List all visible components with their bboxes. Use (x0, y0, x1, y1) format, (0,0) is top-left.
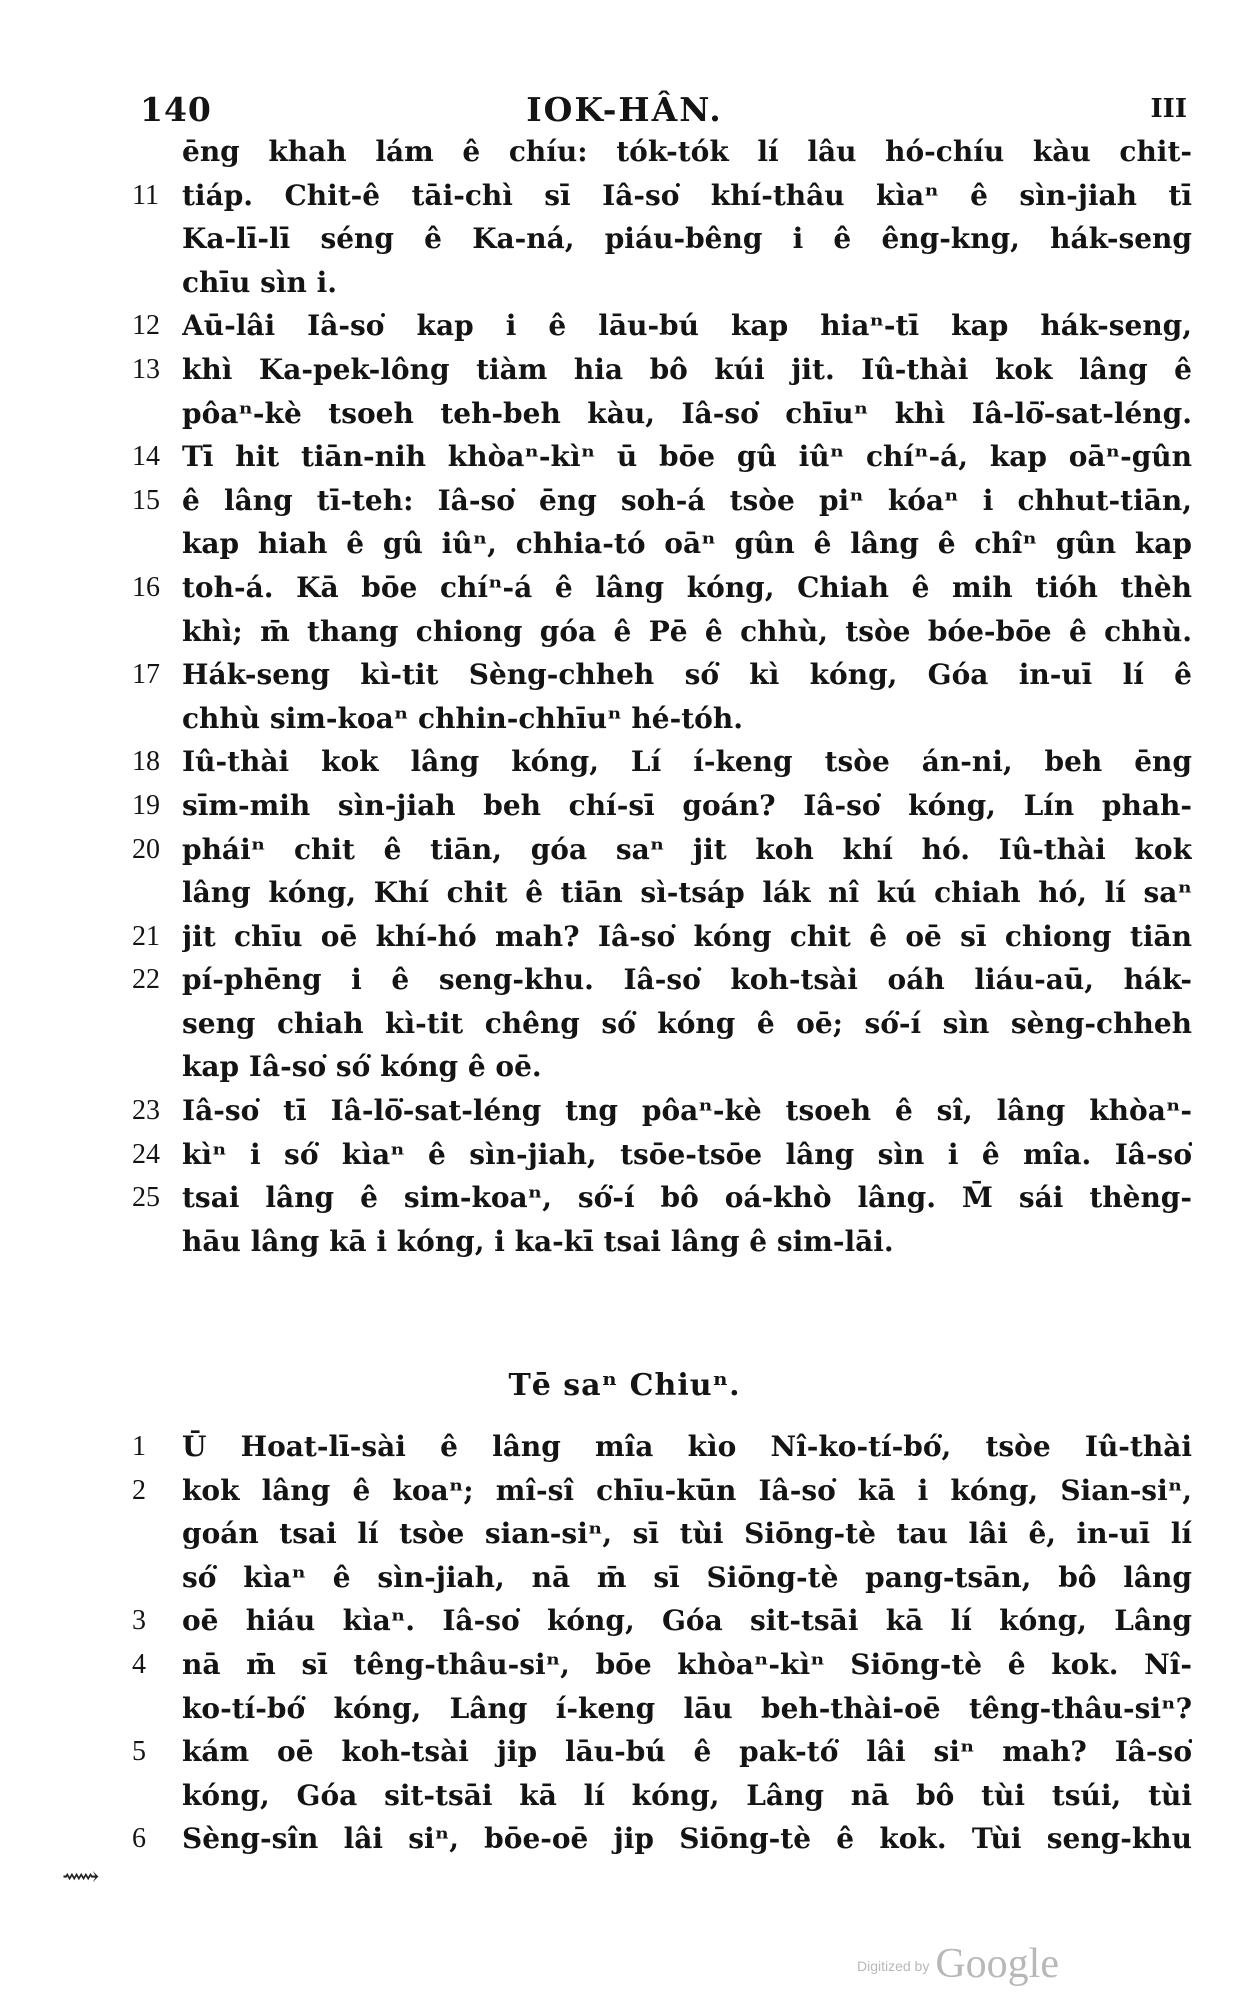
verse-text: pí-phēng i ê seng-khu. Iâ-so͘ koh-tsài oáh liáu-aū, hák- (182, 963, 1192, 997)
chapter-number: III (1150, 94, 1187, 124)
verse-text: kám oē koh-tsài jip lāu-bú ê pak-tó͘ lâi siⁿ mah? Iâ-so͘ (182, 1735, 1192, 1769)
verse-number: 14 (132, 441, 160, 473)
text-line (0, 1817, 1249, 1861)
verse-number: 23 (132, 1095, 160, 1127)
text-line (0, 1425, 1249, 1469)
text-line (0, 1220, 1249, 1264)
text-line (0, 740, 1249, 784)
verse-number: 12 (132, 310, 160, 342)
text-line (0, 697, 1249, 741)
digitized-watermark (857, 1940, 1059, 1988)
text-line (0, 958, 1249, 1002)
verse-number: 5 (132, 1736, 146, 1768)
verse-text: Iû-thài kok lâng kóng, Lí í-keng tsòe án-ni, beh ēng (182, 745, 1192, 779)
verse-text: pôaⁿ-kè tsoeh teh-beh kàu, Iâ-so͘ chīuⁿ khì Iâ-lō͘-sat-léng. (182, 396, 1192, 430)
verse-text: Sèng-sîn lâi siⁿ, bōe-oē jip Siōng-tè ê kok. Tùi seng-khu (182, 1822, 1192, 1856)
verse-text: Hák-seng kì-tit Sèng-chheh só͘ kì kóng, Góa in-uī lí ê (182, 658, 1192, 692)
verse-text: Iâ-so͘ tī Iâ-lō͘-sat-léng tng pôaⁿ-kè tsoeh ê sî, lâng khòaⁿ- (182, 1094, 1192, 1128)
verse-text: jit chīu oē khí-hó mah? Iâ-so͘ kóng chit ê oē sī chiong tiān (182, 919, 1192, 953)
verse-text: pháiⁿ chit ê tiān, góa saⁿ jit koh khí hó. Iû-thài kok (182, 832, 1192, 866)
verse-number: 11 (132, 179, 159, 211)
text-line (0, 915, 1249, 959)
verse-text: chhù sim-koaⁿ chhin-chhīuⁿ hé-tóh. (182, 701, 743, 735)
verse-text: Ka-lī-lī séng ê Ka-ná, piáu-bêng i ê êng-kng, hák-seng (182, 222, 1192, 256)
text-line (0, 1687, 1249, 1731)
text-line (0, 261, 1249, 305)
text-line (0, 1133, 1249, 1177)
verse-text: hāu lâng kā i kóng, i ka-kī tsai lâng ê sim-lāi. (182, 1224, 894, 1258)
text-line (0, 1599, 1249, 1643)
verse-text: kap Iâ-so͘ só͘ kóng ê oē. (182, 1050, 542, 1084)
margin-pointer-mark: ⟿ (62, 1862, 100, 1892)
verse-text: kìⁿ i só͘ kìaⁿ ê sìn-jiah, tsōe-tsōe lâng sìn i ê mîa. Iâ-so͘ (182, 1137, 1192, 1171)
running-title: IOK-HÂN. (526, 90, 723, 129)
text-line (0, 1512, 1249, 1556)
verse-text: seng chiah kì-tit chêng só͘ kóng ê oē; só͘-í sìn sèng-chheh (182, 1006, 1192, 1040)
text-line (0, 1643, 1249, 1687)
verse-number: 22 (132, 964, 160, 996)
verse-number: 25 (132, 1182, 160, 1214)
text-line (0, 1730, 1249, 1774)
text-line (0, 653, 1249, 697)
verse-text: ko-tí-bó͘ kóng, Lâng í-keng lāu beh-thài-oē têng-thâu-siⁿ? (182, 1691, 1192, 1725)
verse-number: 6 (132, 1823, 146, 1855)
text-line (0, 828, 1249, 872)
verse-number: 15 (132, 484, 160, 516)
text-line (0, 1774, 1249, 1818)
verse-text: sīm-mih sìn-jiah beh chí-sī goán? Iâ-so͘ kóng, Lín phah- (182, 788, 1192, 822)
verse-text: Aū-lâi Iâ-so͘ kap i ê lāu-bú kap hiaⁿ-tī kap hák-seng, (182, 309, 1192, 343)
text-line (0, 566, 1249, 610)
text-line (0, 217, 1249, 261)
text-line (0, 1176, 1249, 1220)
verse-number: 16 (132, 571, 160, 603)
verse-number: 17 (132, 659, 160, 691)
verse-block-chapter-3 (0, 1425, 1249, 1861)
verse-number: 21 (132, 920, 160, 952)
verse-number: 1 (132, 1431, 146, 1462)
text-line (0, 522, 1249, 566)
verse-text: kok lâng ê koaⁿ; mî-sî chīu-kūn Iâ-so͘ kā i kóng, Sian-siⁿ, (182, 1473, 1192, 1507)
text-line (0, 1556, 1249, 1600)
verse-text: khì Ka-pek-lông tiàm hia bô kúi jit. Iû-thài kok lâng ê (182, 352, 1192, 386)
verse-text: oē hiáu kìaⁿ. Iâ-so͘ kóng, Góa sit-tsāi kā lí kóng, Lâng (182, 1604, 1192, 1638)
verse-number: 3 (132, 1605, 146, 1637)
text-line (0, 871, 1249, 915)
verse-text: lâng kóng, Khí chit ê tiān sì-tsáp lák nî kú chiah hó, lí saⁿ (182, 876, 1192, 910)
verse-text: só͘ kìaⁿ ê sìn-jiah, nā m̄ sī Siōng-tè pang-tsān, bô lâng (182, 1560, 1192, 1594)
chapter-heading: Tē saⁿ Chiuⁿ. (508, 1368, 741, 1403)
verse-number: 13 (132, 353, 160, 385)
text-line (0, 130, 1249, 174)
verse-text: Ū Hoat-lī-sài ê lâng mîa kìo Nî-ko-tí-bó͘, tsòe Iû-thài (182, 1430, 1192, 1463)
text-line (0, 610, 1249, 654)
verse-text: kóng, Góa sit-tsāi kā lí kóng, Lâng nā bô tùi tsúi, tùi (182, 1778, 1192, 1812)
text-line (0, 1002, 1249, 1046)
verse-text: tiáp. Chit-ê tāi-chì sī Iâ-so͘ khí-thâu kìaⁿ ê sìn-jiah tī (182, 178, 1192, 212)
text-line (0, 1045, 1249, 1089)
verse-number: 2 (132, 1474, 146, 1506)
text-line (0, 479, 1249, 523)
verse-number: 4 (132, 1648, 146, 1680)
verse-text: kap hiah ê gû iûⁿ, chhia-tó oāⁿ gûn ê lâng ê chîⁿ gûn kap (182, 527, 1192, 561)
verse-text: toh-á. Kā bōe chíⁿ-á ê lâng kóng, Chiah ê mih tióh thèh (182, 570, 1192, 604)
verse-text: khì; m̄ thang chiong góa ê Pē ê chhù, tsòe bóe-bōe ê chhù. (182, 614, 1192, 648)
verse-number: 18 (132, 746, 160, 778)
text-line (0, 304, 1249, 348)
verse-text: ê lâng tī-teh: Iâ-so͘ ēng soh-á tsòe piⁿ kóaⁿ i chhut-tiān, (182, 483, 1192, 517)
verse-text: tsai lâng ê sim-koaⁿ, só͘-í bô oá-khò lâng. M̄ sái thèng- (182, 1181, 1192, 1215)
verse-number: 20 (132, 833, 160, 865)
text-line (0, 348, 1249, 392)
verse-text: ēng khah lám ê chíu: tók-tók lí lâu hó-chíu kàu chit- (182, 135, 1192, 168)
verse-text: chīu sìn i. (182, 265, 338, 299)
text-line (0, 784, 1249, 828)
page-number: 140 (140, 90, 212, 129)
verse-block-chapter-2 (0, 130, 1249, 1263)
verse-number: 24 (132, 1138, 160, 1170)
verse-text: nā m̄ sī têng-thâu-siⁿ, bōe khòaⁿ-kìⁿ Siōng-tè ê kok. Nî- (182, 1647, 1192, 1681)
text-line (0, 1089, 1249, 1133)
text-line (0, 1469, 1249, 1513)
verse-text: Tī hit tiān-nih khòaⁿ-kìⁿ ū bōe gû iûⁿ chíⁿ-á, kap oāⁿ-gûn (182, 440, 1192, 474)
google-logo: Google (935, 1941, 1059, 1987)
text-line (0, 435, 1249, 479)
watermark-prefix: Digitized by (856, 1958, 930, 1974)
verse-number: 19 (132, 789, 160, 821)
text-line (0, 174, 1249, 218)
text-line (0, 392, 1249, 436)
verse-text: goán tsai lí tsòe sian-siⁿ, sī tùi Siōng-tè tau lâi ê, in-uī lí (182, 1517, 1192, 1551)
